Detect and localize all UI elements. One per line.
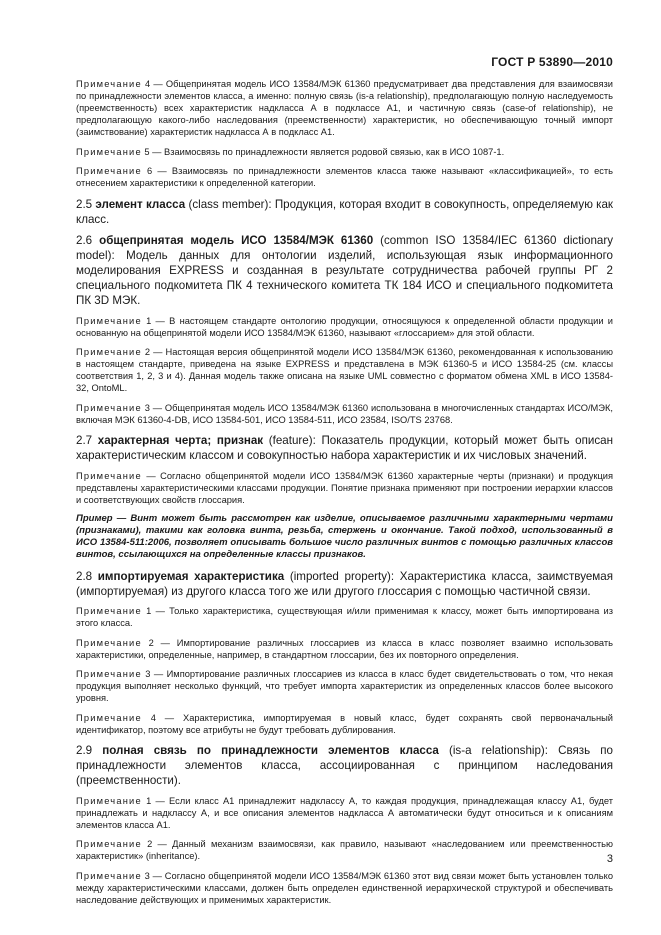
example-screw: Пример — Винт может быть рассмотрен как изделие, описываемое различными характерными чертами (признаками), такими как головка винта, резьба, стержень и окончание. Такой подход, использованный в ИСО 13584-511:2006, позволяет описывать большое число различных винтов с помощью различных классов винтов, ссылающихся на определенные классы признаков. — [76, 513, 613, 560]
term-title: полная связь по принадлежности элементов класса — [102, 744, 439, 757]
body-text — [76, 78, 613, 906]
note-label: Примечание — [76, 606, 142, 616]
note-text: 3 — Импортирование различных глоссариев из класса в класс будет свидетельствовать о том, что некая продукция выполняет несколько функций, что требует импорта характеристик из определенных классов более высокого уровня. — [76, 669, 613, 703]
term-title: элемент класса — [95, 197, 186, 211]
note-label: Примечание — [76, 347, 142, 357]
note-text: 1 — Только характеристика, существующая и/или применимая к классу, может быть импортирована из этого класса. — [76, 606, 613, 628]
note-text: 2 — Настоящая версия общепринятой модели ИСО 13584/МЭК 61360, рекомендованная к использованию в настоящем стандарте, приведена на языке EXPRESS и представлена в МЭК 61360-5 и ИСО 13584-25 (см. классы соответствия 1, 2, 3 и 4). Данная модель также описана на языке UML совместно с форматом обмена XML в ИСО 13584-32, OntoML. — [76, 347, 613, 393]
note-label: Примечание — [76, 839, 142, 849]
note-text: 1 — В настоящем стандарте онтологию продукции, относящуюся к определенной области продукции и основанную на общепринятой модели ИСО 13584/МЭК 61360, называют «глоссарием» для этой области. — [76, 315, 613, 338]
term-2-9 — [76, 743, 613, 788]
term-2-6 — [76, 233, 613, 308]
term-definition: (is-a relationship): Связь по принадлежности элементов класса, ассоциированная с принципом наследования (преемственности). — [76, 744, 613, 787]
term-number: 2.5 — [76, 197, 96, 211]
term-2-7 — [76, 433, 613, 463]
note-2-import — [76, 637, 613, 661]
term-title: импортируемая характеристика — [97, 569, 285, 583]
note-label: Примечание — [76, 795, 142, 806]
note-label: Примечание — [76, 166, 142, 176]
standard-header: ГОСТ Р 53890—2010 — [491, 55, 613, 69]
note-6-classification — [76, 165, 613, 189]
term-title: общепринятая модель ИСО 13584/МЭК 61360 — [99, 234, 374, 247]
note-label: Примечание — [76, 470, 142, 481]
note-4-import — [76, 712, 613, 736]
term-number: 2.8 — [76, 569, 98, 583]
note-text: 5 — Взаимосвязь по принадлежности является родовой связью, как в ИСО 1087-1. — [141, 146, 505, 157]
term-definition: (common ISO 13584/IEC 61360 dictionary model): Модель данных для онтологии изделий, использующая язык информационного моделирования EXPRESS и созданная в результате сотрудничества рабочей группы РГ 2 специального подкомитета ПК 4 технического комитета ТК 184 ИСО и специального подкомитета ПК 3D МЭК. — [76, 234, 614, 307]
note-5-generic-relation — [76, 146, 613, 158]
note-label: Примечание — [76, 870, 142, 881]
note-3-standards-usage — [76, 402, 613, 426]
note-text: 6 — Взаимосвязь по принадлежности элементов класса также называют «классификацией», то есть отнесением характеристики к определенной категории. — [76, 166, 613, 188]
note-text: 3 — Общепринятая модель ИСО 13584/МЭК 61360 использована в многочисленных стандартах ИСО/МЭК, включая МЭК 61360-4-DB, ИСО 13584-501, ИСО 13584-511, ИСО 23584, ISO/TS 23768. — [76, 402, 613, 425]
note-text: 2 — Импортирование различных глоссариев из класса в класс позволяет взаимно использовать характеристики, определенные, например, в стандартном глоссарии, без их повторного определения. — [76, 637, 613, 660]
note-label: Примечание — [76, 79, 142, 89]
note-text: — Согласно общепринятой модели ИСО 13584/МЭК 61360 характерные черты (признаки) и продукция представлены характеристическими классами продукции. Понятие признака применяют при построении иерархии классов и соответствующих свойств глоссария. — [76, 470, 613, 505]
note-text: 1 — Если класс А1 принадлежит надклассу А, то каждая продукция, принадлежащая классу А1, будет принадлежать и надклассу А, и все описания элементов надкласса А автоматически будут относиться и к описаниям элементов класса А1. — [76, 795, 613, 830]
page-number: 3 — [606, 853, 613, 865]
note-text: 4 — Характеристика, импортируемая в новый класс, будет сохранять свой первоначальный идентификатор, поэтому все атрибуты не будут требовать дублирования. — [76, 712, 613, 735]
term-definition: (class member): Продукция, которая входит в совокупность, определяемую как класс. — [76, 197, 613, 226]
note-label: Примечание — [76, 402, 142, 413]
note-2-is-a — [76, 838, 613, 862]
term-number: 2.9 — [76, 744, 103, 757]
note-label: Примечание — [76, 315, 142, 326]
note-1-glossary — [76, 315, 613, 339]
note-3-is-a — [76, 870, 613, 906]
note-label: Примечание — [76, 669, 142, 679]
term-2-5 — [76, 197, 613, 227]
note-4-class-membership — [76, 78, 613, 138]
note-feature — [76, 470, 613, 506]
term-definition: (feature): Показатель продукции, который может быть описан характеристическим классом и совокупностью набора характеристик и их числовых значений. — [76, 434, 613, 462]
note-1-import — [76, 605, 613, 629]
note-text: 3 — Согласно общепринятой модели ИСО 13584/МЭК 61360 этот вид связи может быть установлен только между характеристическими классами, должен быть определен единственной иерархической структурой и обеспечивать наследование действующих и применимых характеристик. — [76, 870, 613, 905]
term-title: характерная черта; признак — [97, 434, 264, 447]
note-2-express-version — [76, 346, 613, 394]
note-1-is-a — [76, 795, 613, 831]
term-2-8 — [76, 569, 613, 599]
note-text: 2 — Данный механизм взаимосвязи, как правило, называют «наследованием или преемственностью характеристик» (inheritance). — [76, 839, 613, 861]
note-label: Примечание — [76, 712, 142, 723]
note-3-import — [76, 668, 613, 704]
note-label: Примечание — [76, 637, 142, 648]
term-number: 2.7 — [76, 434, 98, 447]
term-definition: (imported property): Характеристика класса, заимствуемая (импортируемая) из другого класса того же или другого глоссария с помощью частичной связи. — [76, 569, 613, 598]
note-label: Примечание — [76, 146, 142, 157]
note-text: 4 — Общепринятая модель ИСО 13584/МЭК 61360 предусматривает два представления для взаимосвязи по принадлежности элементов класса, а именно: полную связь (is-a relationship), предполагающую полную наследуемость (преемственность) всех характеристик надкласса А в подклассе А1, и частичную связь (case-of relationship), не предполагающую какого-либо наследования (преемственности) характеристик, но обеспечивающую точный импорт (заимствование) характеристик надкласса А в подкласс А1. — [76, 79, 613, 137]
term-number: 2.6 — [76, 234, 100, 247]
